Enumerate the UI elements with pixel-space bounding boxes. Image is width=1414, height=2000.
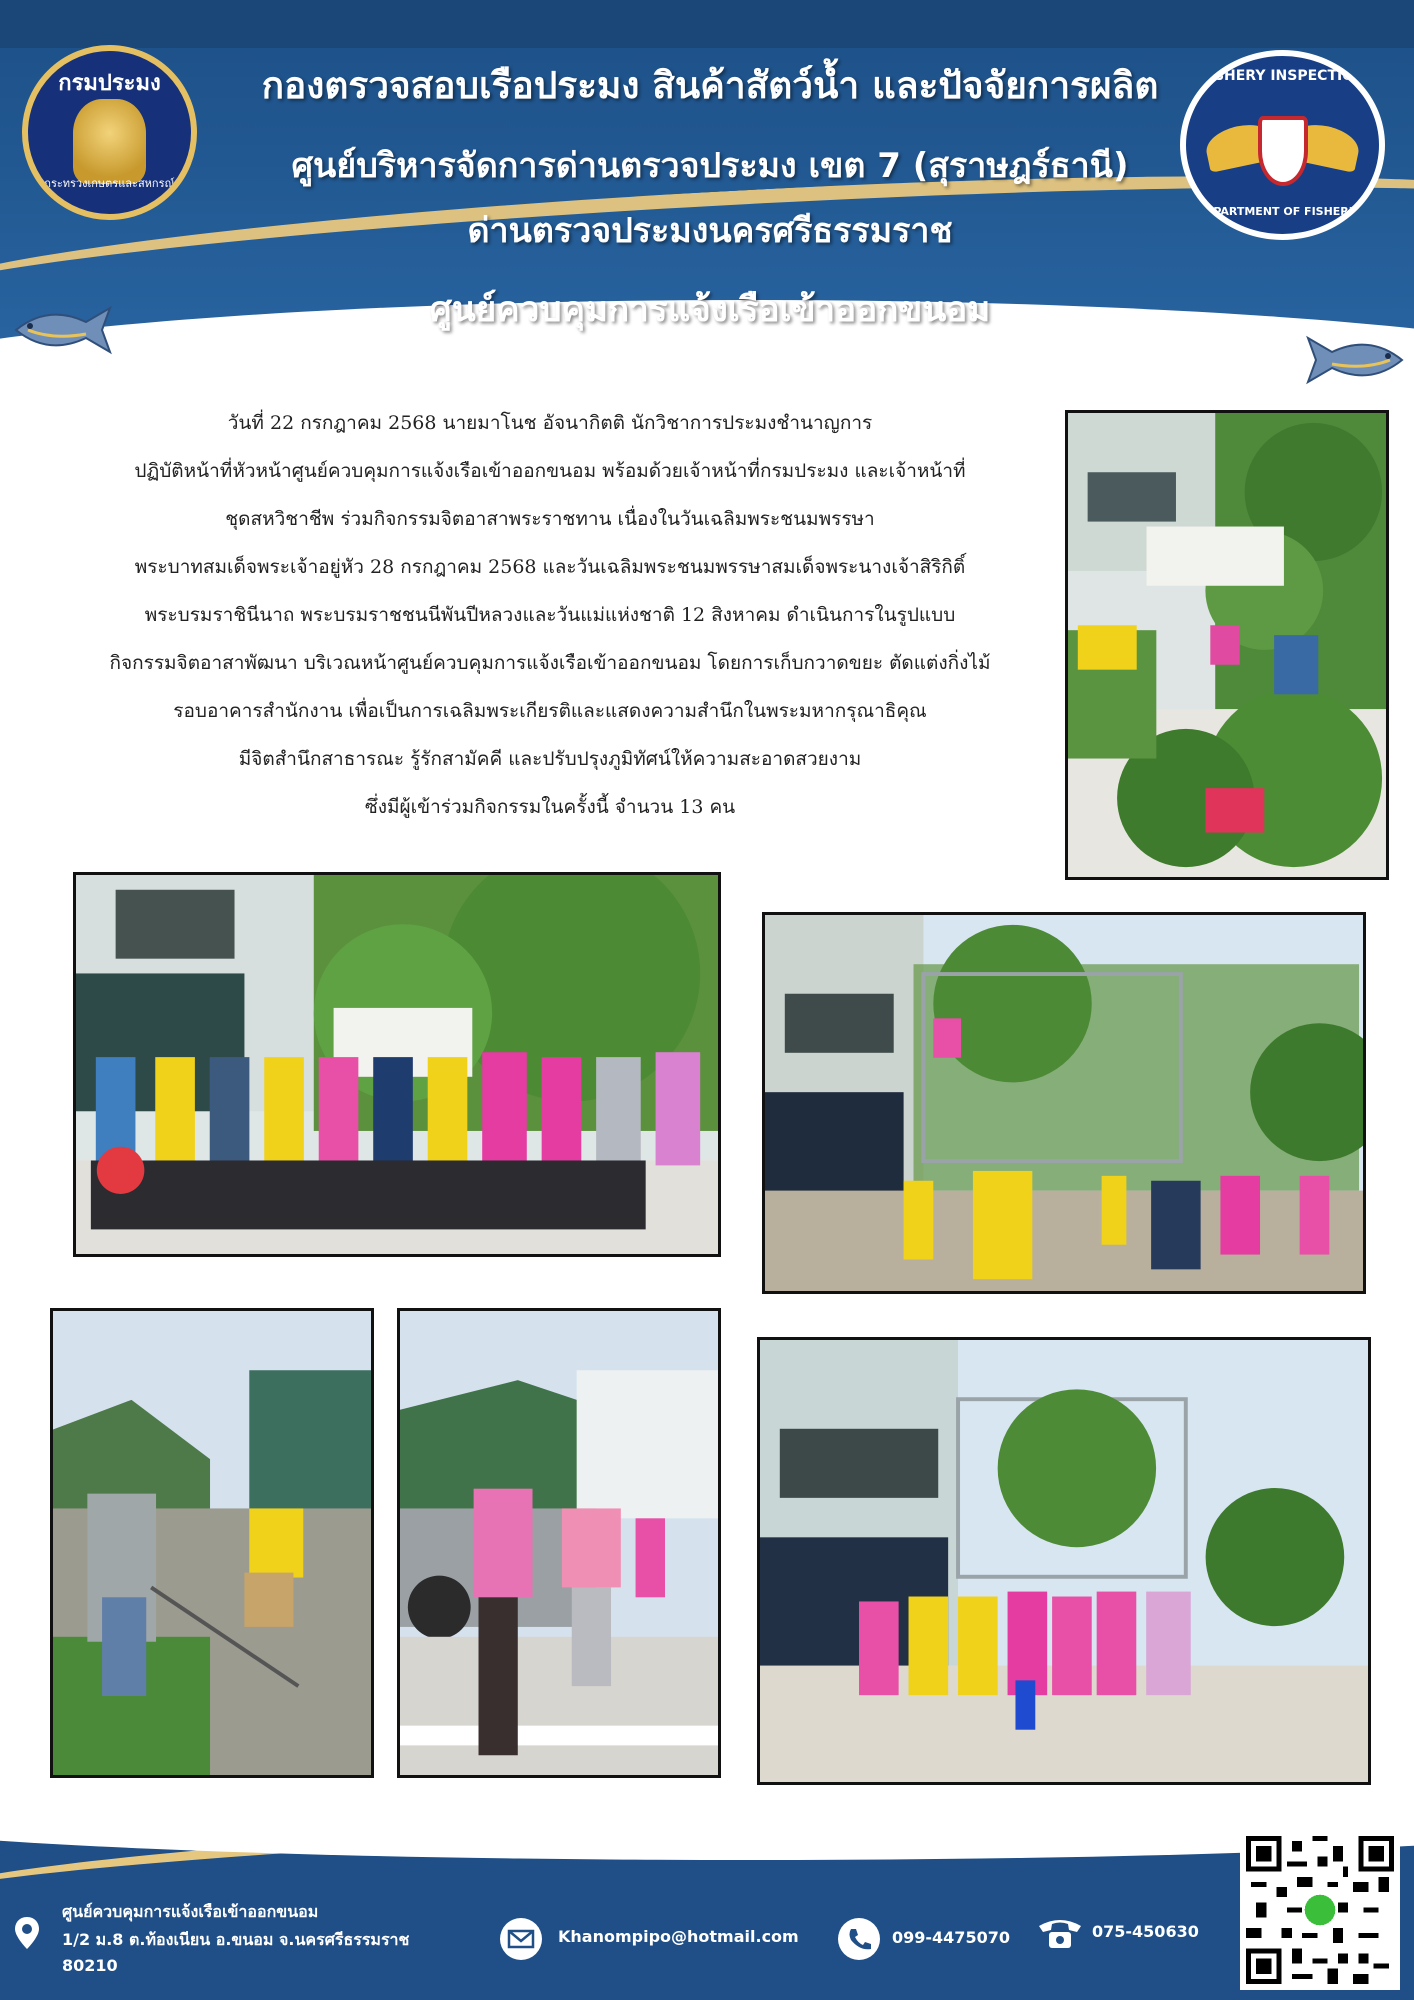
footer-email[interactable]: Khanompipo@hotmail.com — [558, 1927, 799, 1946]
header-banner — [0, 0, 1414, 380]
footer-address-line-1: ศูนย์ควบคุมการแจ้งเรือเข้าออกขนอม — [62, 1902, 319, 1921]
footer-address-line-3: 80210 — [62, 1956, 118, 1975]
logo-left-top-text: กรมประมง — [58, 71, 161, 96]
activity-photo-sweeping — [397, 1308, 721, 1778]
fish-icon — [1300, 330, 1410, 390]
fishery-inspection-logo — [1180, 50, 1385, 240]
footer-white-wave — [0, 1800, 1414, 1860]
header-title-line-3: ด่านตรวจประมงนครศรีธรรมราช — [467, 211, 953, 251]
body-line: ปฏิบัติหน้าที่หัวหน้าศูนย์ควบคุมการแจ้งเรือเข้าออกขนอม พร้อมด้วยเจ้าหน้าที่กรมประมง และเจ้าหน้าที่ — [134, 460, 966, 482]
news-body-text — [30, 405, 1070, 837]
body-line: กิจกรรมจิตอาสาพัฒนา บริเวณหน้าศูนย์ควบคุมการแจ้งเรือเข้าออกขนอม โดยการเก็บกวาดขยะ ตัดแต่งกิ่งไม้ — [109, 652, 991, 674]
body-line: มีจิตสำนึกสาธารณะ รู้รักสามัคคี และปรับปรุงภูมิทัศน์ให้ความสะอาดสวยงาม — [238, 748, 862, 770]
location-pin-icon — [12, 1915, 42, 1951]
body-line: รอบอาคารสำนักงาน เพื่อเป็นการเฉลิมพระเกียรติและแสดงความสำนึกในพระมหากรุณาธิคุณ — [173, 700, 927, 722]
activity-photo-fence — [762, 912, 1366, 1294]
logo-right-top-text: FISHERY INSPECTION — [1199, 68, 1366, 84]
footer-contact-band — [0, 1800, 1414, 2000]
qr-code[interactable] — [1240, 1830, 1400, 1990]
body-line: พระบาทสมเด็จพระเจ้าอยู่หัว 28 กรกฎาคม 2568 และวันเฉลิมพระชนมพรรษาสมเด็จพระนางเจ้าสิริกิติ์ — [134, 556, 966, 578]
activity-photo-trimming — [1065, 410, 1389, 880]
header-title-line-2: ศูนย์บริหารจัดการด่านตรวจประมง เขต 7 (สุราษฎร์ธานี) — [291, 146, 1129, 186]
email-icon — [500, 1918, 542, 1960]
body-line: วันที่ 22 กรกฎาคม 2568 นายมาโนช อัจนากิตติ นักวิชาการประมงชำนาญการ — [227, 412, 873, 434]
body-line: ชุดสหวิชาชีพ ร่วมกิจกรรมจิตอาสาพระราชทาน เนื่องในวันเฉลิมพระชนมพรรษา — [225, 508, 875, 530]
header-title-line-4: ศูนย์ควบคุมการแจ้งเรือเข้าออกขนอม — [429, 290, 991, 330]
fish-icon — [8, 300, 118, 360]
footer-mobile-number[interactable]: 099-4475070 — [892, 1928, 1010, 1947]
body-line: ซึ่งมีผู้เข้าร่วมกิจกรรมในครั้งนี้ จำนวน 13 คน — [364, 796, 736, 818]
header-top-band — [0, 0, 1414, 48]
activity-photo-group — [73, 872, 721, 1257]
activity-photo-team — [757, 1337, 1371, 1785]
emblem-icon — [73, 99, 146, 184]
footer-telephone-number[interactable]: 075-450630 — [1092, 1922, 1199, 1941]
logo-right-bottom-text: DEPARTMENT OF FISHERIES — [1196, 205, 1369, 218]
header-title-line-1: กองตรวจสอบเรือประมง สินค้าสัตว์น้ำ และปัจจัยการผลิต — [261, 64, 1159, 107]
mobile-phone-icon — [838, 1918, 880, 1960]
activity-photo-roadside — [50, 1308, 374, 1778]
telephone-icon — [1035, 1912, 1085, 1952]
logo-left-bottom-text: กระทรวงเกษตรและสหกรณ์ — [44, 177, 175, 190]
shield-icon — [1258, 116, 1308, 186]
body-line: พระบรมราชินีนาถ พระบรมราชชนนีพันปีหลวงและวันแม่แห่งชาติ 12 สิงหาคม ดำเนินการในรูปแบบ — [144, 604, 956, 626]
department-of-fisheries-logo — [22, 45, 197, 220]
footer-address-line-2: 1/2 ม.8 ต.ท้องเนียน อ.ขนอม จ.นครศรีธรรมราช — [62, 1930, 410, 1949]
